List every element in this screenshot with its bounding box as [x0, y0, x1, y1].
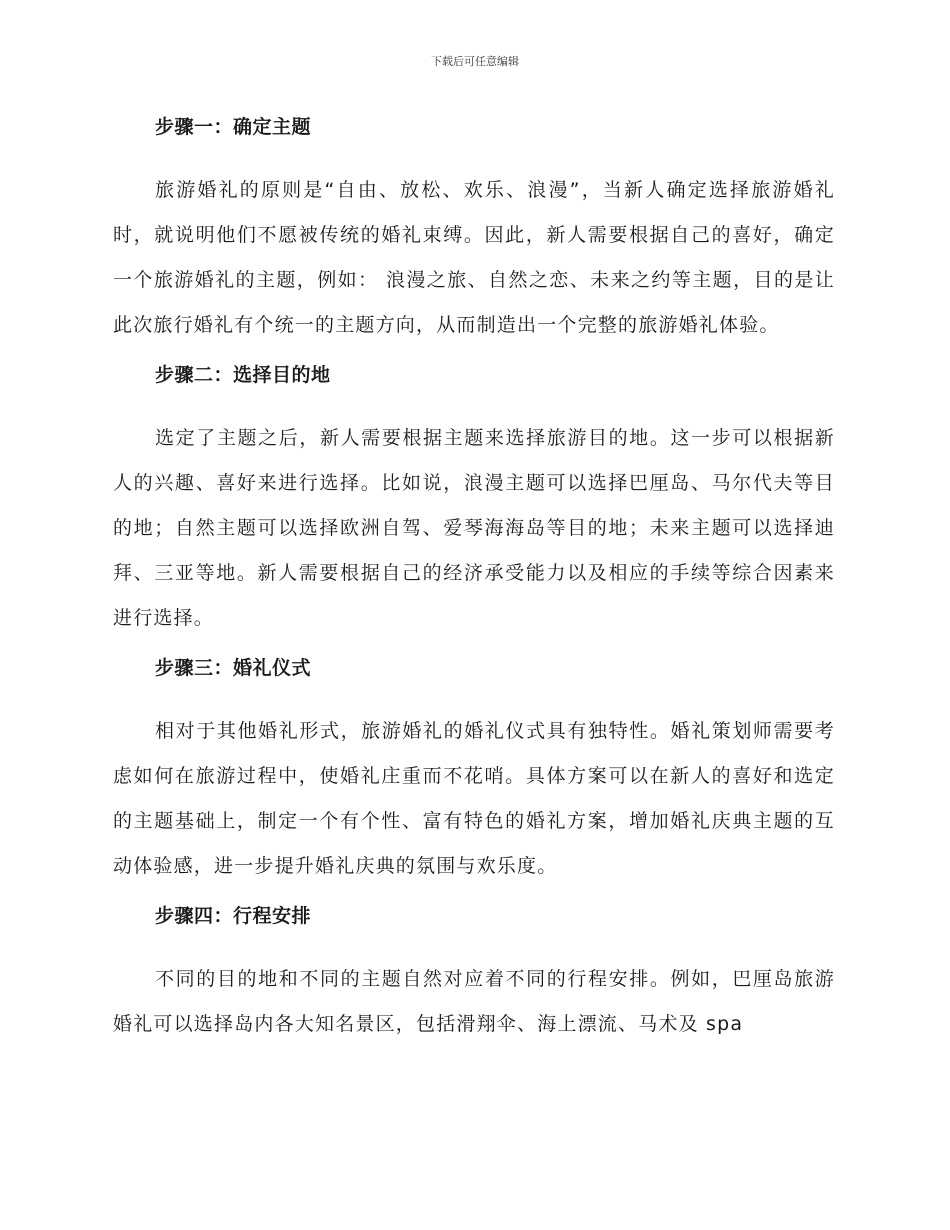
step-3-paragraph: 相对于其他婚礼形式，旅游婚礼的婚礼仪式具有独特性。婚礼策划师需要考虑如何在旅游过程中，使婚礼庄重而不花哨。具体方案可以在新人的喜好和选定的主题基础上，制定一个有个性、富有特色的婚礼方案，增加婚礼庆典主题的互动体验感，进一步提升婚礼庆典的氛围与欢乐度。: [113, 720, 835, 877]
step-2-heading: 步骤二：选择目的地: [155, 364, 331, 386]
page-header: 下载后可任意编辑: [431, 55, 519, 68]
step-4-heading: 步骤四：行程安排: [155, 905, 312, 927]
step-4-paragraph: 不同的目的地和不同的主题自然对应着不同的行程安排。例如，巴厘岛旅游婚礼可以选择岛内各大知名景区，包括滑翔伞、海上漂流、马术及 spa: [113, 968, 835, 1035]
step-1-heading: 步骤一：确定主题: [155, 116, 312, 138]
step-1-paragraph: 旅游婚礼的原则是“自由、放松、欢乐、浪漫”，当新人确定选择旅游婚礼时，就说明他们不愿被传统的婚礼束缚。因此，新人需要根据自己的喜好，确定一个旅游婚礼的主题，例如： 浪漫之旅、自然之恋、未来之约等主题，目的是让此次旅行婚礼有个统一的主题方向，从而制造出一个完整的旅游婚礼体验。: [113, 179, 835, 336]
document-body: [113, 112, 835, 1059]
step-3-heading: 步骤三：婚礼仪式: [155, 657, 312, 679]
step-2-paragraph: 选定了主题之后，新人需要根据主题来选择旅游目的地。这一步可以根据新人的兴趣、喜好来进行选择。比如说，浪漫主题可以选择巴厘岛、马尔代夫等目的地；自然主题可以选择欧洲自驾、爱琴海海岛等目的地；未来主题可以选择迪拜、三亚等地。新人需要根据自己的经济承受能力以及相应的手续等综合因素来进行选择。: [113, 427, 835, 629]
